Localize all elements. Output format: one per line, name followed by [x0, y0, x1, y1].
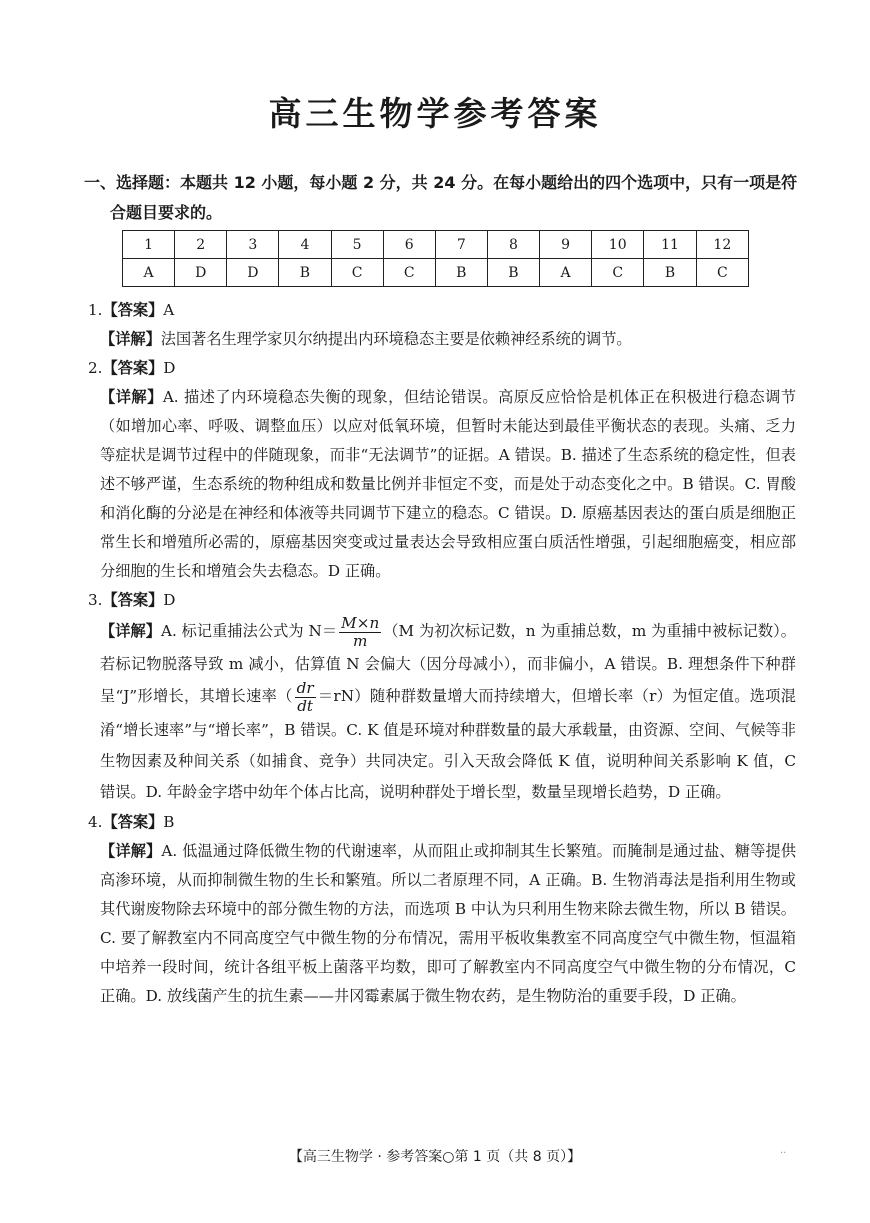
detail-text: A. 描述了内环境稳态失衡的现象，但结论错误。高原反应恰恰是机体正在积极进行稳态调节（如增加心率、呼吸、调整血压）以应对低氧环境，但暂时未能达到最佳平衡状态的表现。头痛、乏力等症状是调节过程中的伴随现象，而非“无法调节”的证据。A 错误。B. 描述了生态系统的稳定性，但表述不够严谨，生态系统的物种组成和数量比例并非恒定不变，而是处于动态变化之中。B 错误。C. 胃酸和消化酶的分泌是在神经和体液等共同调节下建立的稳态。C 错误。D. 原癌基因表达的蛋白质是细胞正常生长和增殖所必需的，原癌基因突变或过量表达会导致相应蛋白质活性增强，引起细胞癌变，相应部分细胞的生长和增殖会失去稳态。D 正确。: [100, 388, 797, 580]
table-cell: C: [383, 259, 435, 287]
section-heading-line2: 合题目要求的。: [110, 203, 223, 222]
table-cell: C: [696, 259, 748, 287]
table-cell: 6: [383, 231, 435, 259]
detail-label: 【详解】: [100, 388, 163, 406]
fraction-denominator: dt: [297, 697, 314, 716]
answer-table-answer-row: [123, 259, 749, 287]
explanations: [88, 296, 796, 1011]
detail-label: 【详解】: [100, 330, 161, 348]
detail-text: A. 标记重捕法公式为 N＝: [161, 622, 338, 641]
table-cell: 9: [539, 231, 591, 259]
table-cell: C: [592, 259, 644, 287]
answer-label: 【答案】: [102, 301, 164, 319]
question-number: 3.: [88, 591, 103, 609]
table-cell: 3: [227, 231, 279, 259]
table-cell: 11: [644, 231, 696, 259]
answer-label: 【答案】: [102, 812, 164, 831]
question-2-answer: [88, 354, 796, 383]
answer-label: 【答案】: [102, 591, 164, 609]
page-footer: 【高三生物学 · 参考答案○第 1 页（共 8 页）】: [288, 1149, 582, 1165]
table-cell: 4: [279, 231, 331, 259]
table-cell: 1: [123, 231, 175, 259]
table-cell: D: [227, 259, 279, 287]
corner-mark: ··: [780, 1148, 787, 1159]
question-1-detail: [88, 325, 796, 354]
question-number: 4.: [88, 812, 103, 831]
answer-value: A: [163, 301, 175, 319]
detail-text: A. 低温通过降低微生物的代谢速率，从而阻止或抑制其生长繁殖。而腌制是通过盐、糖等提供高渗环境，从而抑制微生物的生长和繁殖。所以二者原理不同，A 正确。B. 生物消毒法是指利用生物或其代谢废物除去环境中的部分微生物的方法，而选项 B 中认为只利用生物来除去微生物，所以 B 错误。C. 要了解教室内不同高度空气中微生物的分布情况，需用平板收集教室不同高度空气中微生物，恒温箱中培养一段时间，统计各组平板上菌落平均数，即可了解教室内不同高度空气中微生物的分布情况，C 正确。D. 放线菌产生的抗生素——井冈霉素属于微生物农药，是生物防治的重要手段，D 正确。: [100, 841, 797, 1005]
section-heading-line1: 一、选择题：本题共 12 小题，每小题 2 分，共 24 分。在每小题给出的四个选项中，只有一项是符: [84, 173, 798, 192]
table-cell: 10: [592, 231, 644, 259]
fraction-denominator: m: [353, 631, 368, 650]
table-cell: B: [279, 259, 331, 287]
answer-value: D: [163, 591, 176, 609]
answer-table: [122, 230, 749, 287]
table-cell: D: [175, 259, 227, 287]
table-cell: A: [123, 259, 175, 287]
table-cell: B: [644, 259, 696, 287]
table-cell: 5: [331, 231, 383, 259]
formula-fraction: [339, 615, 381, 649]
rate-fraction: [295, 680, 316, 714]
question-2-detail: [88, 383, 796, 586]
question-1-answer: [88, 296, 796, 325]
fraction-numerator: dr: [296, 679, 314, 698]
section-heading: [84, 168, 804, 228]
answer-table-number-row: [123, 231, 749, 259]
question-number: 1.: [88, 301, 103, 319]
question-4-answer: [88, 808, 796, 837]
answer-value: D: [163, 359, 176, 377]
table-cell: 8: [487, 231, 539, 259]
question-4-detail: [88, 837, 796, 1011]
fraction-numerator: M×n: [341, 614, 380, 632]
table-cell: 12: [696, 231, 748, 259]
answer-value: B: [163, 812, 175, 831]
table-cell: B: [487, 259, 539, 287]
table-cell: B: [435, 259, 487, 287]
table-cell: C: [331, 259, 383, 287]
answer-label: 【答案】: [102, 359, 164, 377]
detail-label: 【详解】: [100, 622, 161, 641]
question-3-answer: [88, 586, 796, 615]
table-cell: 7: [435, 231, 487, 259]
question-number: 2.: [88, 359, 103, 377]
detail-label: 【详解】: [100, 841, 162, 860]
page-title: 高三生物学参考答案: [268, 94, 602, 133]
detail-text: 法国著名生理学家贝尔纳提出内环境稳态主要是依赖神经系统的调节。: [160, 330, 632, 348]
table-cell: A: [539, 259, 591, 287]
question-3-detail: [88, 615, 796, 808]
detail-text: （M 为初次标记数，n 为重捕总数，m 为重捕中被标记数）。若标记物脱落导致 m 减小，估算值 N 会偏大（因分母减小），而非偏小，A 错误。B. 理想条件下种群呈“J”形增长，其增长速率（: [100, 622, 796, 706]
detail-text: ＝rN）随种群数量增大而持续增大，但增长率（r）为恒定值。选项混淆“增长速率”与“增长率”，B 错误。C. K 值是环境对种群数量的最大承载量，由资源、空间、气候等非生物因素及种间关系（如捕食、竞争）共同决定。引入天敌会降低 K 值，说明种间关系影响 K 值，C 错误。D. 年龄金字塔中幼年个体占比高，说明种群处于增长型，数量呈现增长趋势，D 正确。: [100, 687, 796, 801]
table-cell: 2: [175, 231, 227, 259]
